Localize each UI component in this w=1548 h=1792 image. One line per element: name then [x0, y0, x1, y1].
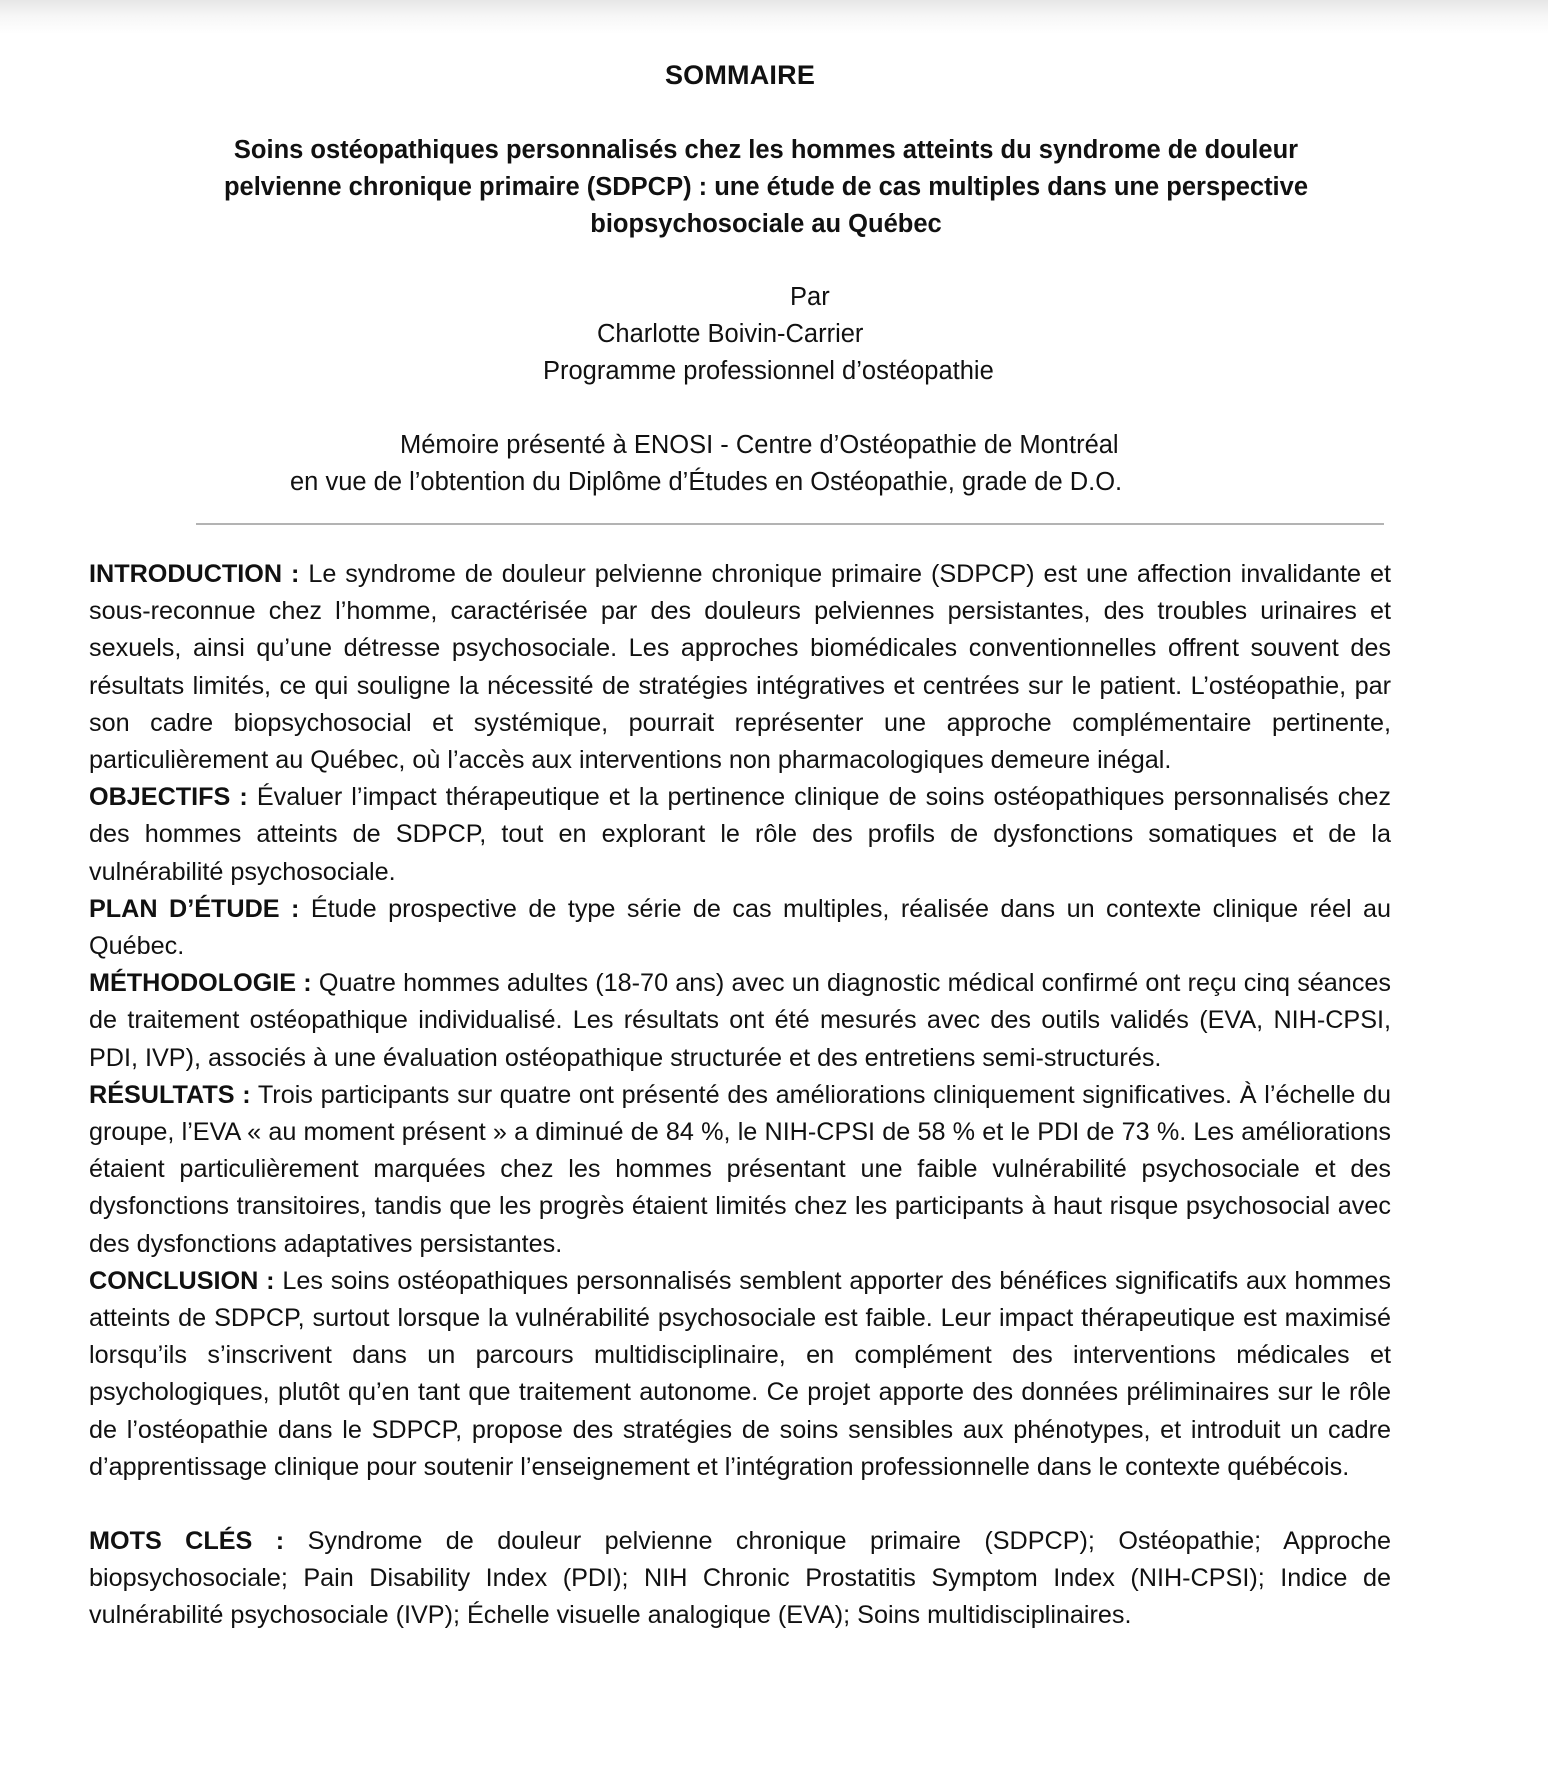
program-name: Programme professionnel d’ostéopathie — [543, 357, 994, 385]
conclusion-paragraph — [89, 1263, 1391, 1486]
resultats-label: RÉSULTATS : — [89, 1080, 251, 1109]
by-line: Par — [790, 283, 830, 311]
author-name: Charlotte Boivin-Carrier — [597, 320, 864, 348]
objectifs-text: Évaluer l’impact thérapeutique et la pertinence clinique de soins ostéopathiques personnalisés chez des hommes atteints de SDPCP, tout en explorant le rôle des profils de dysfonctions somatiques et de la vulnérabilité psychosociale. — [89, 783, 1392, 886]
introduction-label: INTRODUCTION : — [89, 560, 300, 588]
horizontal-divider — [196, 523, 1384, 525]
methodologie-paragraph — [89, 965, 1391, 1077]
objectifs-label: OBJECTIFS : — [89, 783, 248, 812]
plan-paragraph — [89, 891, 1391, 965]
memoire-line-1: Mémoire présenté à ENOSI - Centre d’Ostéopathie de Montréal — [400, 431, 1119, 459]
abstract-body — [89, 556, 1391, 1635]
memoire-line-2: en vue de l’obtention du Diplôme d’Études en Ostéopathie, grade de D.O. — [290, 468, 1123, 496]
introduction-paragraph — [89, 556, 1391, 779]
objectifs-paragraph — [89, 779, 1391, 891]
keywords-paragraph — [89, 1523, 1391, 1635]
methodologie-label: MÉTHODOLOGIE : — [89, 969, 312, 998]
keywords-label: MOTS CLÉS : — [89, 1527, 285, 1556]
document-heading: SOMMAIRE — [664, 60, 816, 90]
plan-label: PLAN D’ÉTUDE : — [89, 894, 300, 923]
methodologie-text: Quatre hommes adultes (18-70 ans) avec un diagnostic médical confirmé ont reçu cinq séances de traitement ostéopathique individualisé. Les résultats ont été mesurés avec des outils validés (EVA, NIH-CPSI, PDI, IVP), associés à une évaluation ostéopathique structurée et des entretiens semi-structurés. — [89, 969, 1392, 1072]
keywords-text: Syndrome de douleur pelvienne chronique primaire (SDPCP); Ostéopathie; Approche biopsychosociale; Pain Disability Index (PDI); NIH Chronic Prostatitis Symptom Index (NIH-CPSI); Indice de vulnérabilité psychosociale (IVP); Échelle visuelle analogique (EVA); Soins multidisciplinaires. — [89, 1527, 1391, 1630]
introduction-text: Le syndrome de douleur pelvienne chronique primaire (SDPCP) est une affection invalidante et sous-reconnue chez l’homme, caractérisée par des douleurs pelviennes persistantes, des troubles urinaires et sexuels, ainsi qu’une détresse psychosociale. Les approches biomédicales conventionnelles offrent souvent des résultats limités, ce qui souligne la nécessité de stratégies intégratives et centrées sur le patient. L’ostéopathie, par son cadre biopsychosocial et systémique, pourrait représenter une approche complémentaire pertinente, particulièrement au Québec, où l’accès aux interventions non pharmacologiques demeure inégal. — [89, 560, 1391, 775]
resultats-paragraph — [89, 1077, 1391, 1263]
document-title: Soins ostéopathiques personnalisés chez les hommes atteints du syndrome de douleur pelvienne chronique primaire (SDPCP) : une étude de cas multiples dans une perspective biopsychosociale au Québec — [223, 136, 1309, 238]
conclusion-label: CONCLUSION : — [89, 1266, 275, 1295]
resultats-text: Trois participants sur quatre ont présenté des améliorations cliniquement significatives. À l’échelle du groupe, l’EVA « au moment présent » a diminué de 84 %, le NIH-CPSI de 58 % et le PDI de 73 %. Les améliorations étaient particulièrement marquées chez les hommes présentant une faible vulnérabilité psychosociale et des dysfonctions transitoires, tandis que les progrès étaient limités chez les participants à haut risque psychosocial avec des dysfonctions adaptatives persistantes. — [89, 1080, 1391, 1258]
conclusion-text: Les soins ostéopathiques personnalisés semblent apporter des bénéfices significatifs aux hommes atteints de SDPCP, surtout lorsque la vulnérabilité psychosociale est faible. Leur impact thérapeutique est maximisé lorsqu’ils s’inscrivent dans un parcours multidisciplinaire, en complément des interventions médicales et psychologiques, plutôt qu’en tant que traitement autonome. Ce projet apporte des données préliminaires sur le rôle de l’ostéopathie dans le SDPCP, propose des stratégies de soins sensibles aux phénotypes, et introduit un cadre d’apprentissage clinique pour soutenir l’enseignement et l’intégration professionnelle dans le contexte québécois. — [89, 1266, 1392, 1481]
plan-text: Étude prospective de type série de cas multiples, réalisée dans un contexte clinique réel au Québec. — [89, 894, 1392, 961]
